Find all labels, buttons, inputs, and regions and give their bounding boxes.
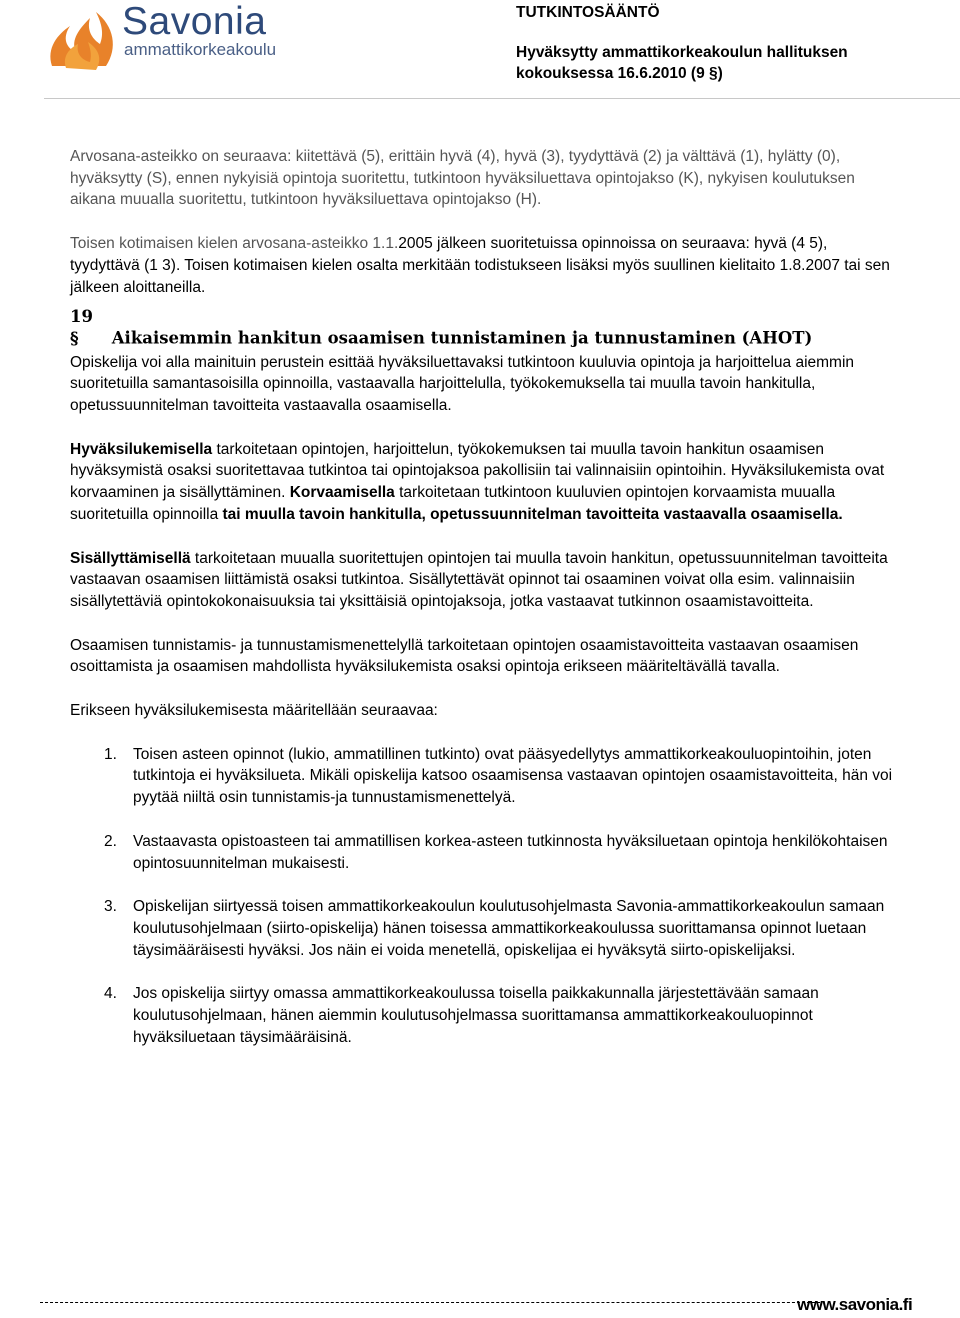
second-language-rest: 2005 jälkeen suoritetuissa opinnoissa on seuraava: hyvä (4 5), tyydyttävä (1 3). Toisen kotimaisen kielen osalta merkitään todistukseen lisäksi myös suullinen kielitaito 1.8.2007 tai sen jälkeen aloittaneilla. — [70, 235, 890, 296]
list-item-text: Toisen asteen opinnot (lukio, ammatillinen tutkinto) ovat pääsyedellytys ammattikorkeakouluopintoihin, joten tutkintoja ei hyväksilueta. Mikäli opiskelija katsoo osaamisensa vastaavan opintojen osaamistavoitteita, hän voi pyytää niiltä osin tunnistamis-ja tunnustamismenettelyä. — [133, 745, 893, 807]
list-item-number: 4. — [104, 985, 117, 1003]
list-item-text: Vastaavasta opistoasteen tai ammatillisen korkea-asteen tutkinnosta hyväksiluetaan opintoja henkilökohtaisen opintosuunnitelman mukaisesti. — [133, 832, 888, 872]
term-sisallyttaminen: Sisällyttämisellä — [70, 549, 191, 567]
list-item-number: 3. — [104, 898, 117, 916]
section-paragraph-5: Erikseen hyväksilukemisesta määritellään seuraavaa: — [70, 702, 438, 720]
section-paragraph-3 — [70, 548, 900, 613]
approval-note: Hyväksytty ammattikorkeakoulun hallituksen kokouksessa 16.6.2010 (9 §) — [516, 44, 848, 82]
paragraph-2-text-2: tarkoitetaan tutkintoon kuuluvien opintojen korvaamista muualla suoritetuilla opinnoilla — [70, 484, 836, 523]
paragraph-3-text: tarkoitetaan muualla suoritettujen opintojen tai muulla tavoin hankitun, opetussuunnitelman tavoitteita vastaavan osaamisen liittämistä osaksi tutkintoa. Sisällytettävät opinnot tai osaaminen voivat olla esim. valinnaisiin sisällytettäviä opintokokonaisuuksia tai yksittäisiä opintojaksoja, jotka vastaavat tutkinnon osaamistavoitteita. — [70, 549, 888, 610]
second-language-paragraph — [70, 233, 900, 298]
numbered-list — [70, 744, 900, 1049]
section-paragraph-1: Opiskelija voi alla mainituin perustein esittää hyväksiluettavaksi tutkintoon kuuluvia opintoja ja harjoittelua aiemmin suoritetuilla samantasoisilla opinnoilla, vastaavalla harjoittelulla, työkokemuksella tai muulla tavoin hankitulla, opetussuunnitelman tavoitteita vastaavalla osaamisella. — [70, 353, 855, 415]
section-title: Aikaisemmin hankitun osaamisen tunnistaminen ja tunnustaminen (AHOT) — [111, 328, 813, 348]
logo-subtitle: ammattikorkeakoulu — [124, 40, 277, 59]
section-paragraph-2 — [70, 439, 900, 526]
grade-scale-paragraph: Arvosana-asteikko on seuraava: kiitettävä (5), erittäin hyvä (4), hyvä (3), tyydyttävä (2) ja välttävä (1), hylätty (0), hyväksytty (S), ennen nykyisiä opintoja suoritettu, tutkintoon hyväksiluettava opintojakso (K), nykyisen koulutuksen aikana muualla suoritettu, tutkintoon hyväksiluettava opintojakso (H). — [70, 148, 855, 209]
logo-name: Savonia — [122, 0, 267, 43]
paragraph-2-bold-end: tai muulla tavoin hankitulla, opetussuunnitelman tavoitteita vastaavalla osaamisella. — [222, 505, 843, 523]
list-item-text: Opiskelijan siirtyessä toisen ammattikorkeakoulun koulutusohjelmasta Savonia-ammattikorkeakoulun samaan koulutusohjelmaan (siirto-opiskelija) hänen toisessa ammattikorkeakoulussa suorittamansa opinnot luetaan täysimääräisesti hyväksi. Jos näin ei voida menetellä, opiskelijaa ei hyväksytä siirto-opiskelijaksi. — [133, 898, 885, 959]
list-item — [70, 831, 900, 874]
header-divider — [44, 98, 960, 99]
paragraph-2-text-1: tarkoitetaan opintojen, harjoittelun, työkokemuksen tai muulla tavoin hankitun osaamisen hyväksymistä osaksi suoritettavaa tutkintoa tai opintojaksoa pakollisiin tai valinnaisiin opintoihin. Hyväksilukemista ovat korvaaminen ja sisällyttäminen. — [70, 440, 885, 502]
list-item — [70, 744, 900, 809]
section-number: 19 § — [70, 307, 93, 348]
document-body — [70, 146, 900, 1071]
second-language-lead: Toisen kotimaisen kielen arvosana-asteikko 1.1. — [70, 235, 399, 253]
list-item-text: Jos opiskelija siirtyy omassa ammattikorkeakoulussa toisella paikkakunnalla järjestettävään samaan koulutusohjelmaan, hänen aiemmin koulutusohjelmassa suorittamansa ammattikorkeakouluopinnot hyväksiluetaan täysimääräisinä. — [133, 985, 819, 1046]
section-paragraph-4: Osaamisen tunnistamis- ja tunnustamismenettelyllä tarkoitetaan opintojen osaamistavoitteita vastaavan osaamisen osoittamista ja osaamisen mahdollista hyväksilukemista osaksi opintoja erikseen määriteltävällä tavalla. — [70, 636, 859, 676]
footer-divider — [40, 1302, 820, 1303]
list-item — [70, 983, 900, 1048]
list-item-number: 1. — [104, 745, 117, 763]
logo-flame-icon — [44, 4, 120, 74]
term-korvaaminen: Korvaamisella — [289, 484, 395, 502]
list-item-number: 2. — [104, 832, 117, 850]
term-hyvaksilukeminen: Hyväksilukemisella — [70, 440, 213, 458]
document-title: TUTKINTOSÄÄNTÖ — [516, 4, 660, 21]
savonia-logo — [44, 2, 314, 74]
section-heading — [70, 306, 900, 349]
footer-website-link[interactable]: www.savonia.fi — [797, 1295, 913, 1314]
list-item — [70, 896, 900, 961]
